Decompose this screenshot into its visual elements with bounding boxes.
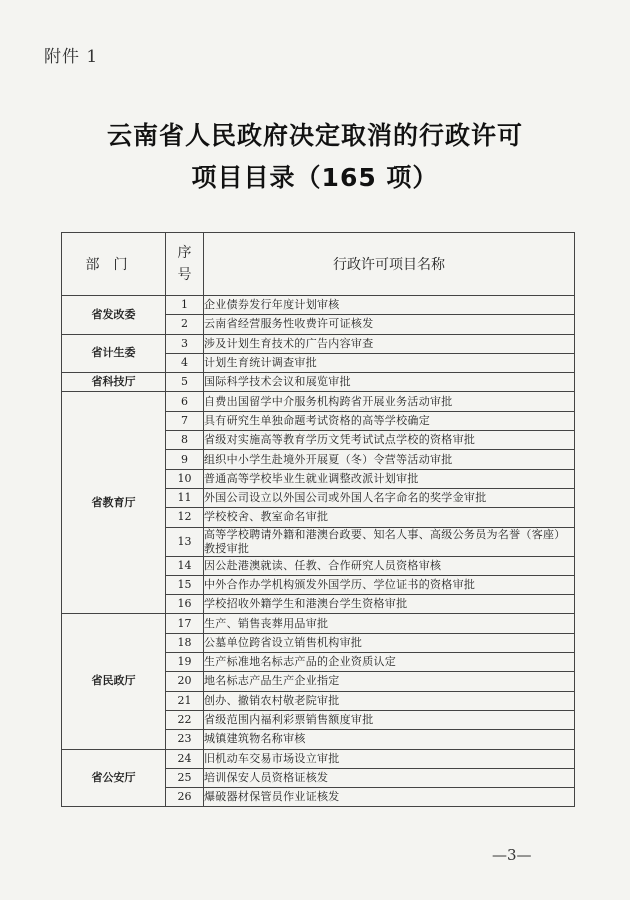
table-body <box>62 296 575 807</box>
table-row <box>62 392 575 411</box>
sequence-cell: 6 <box>166 392 204 411</box>
sequence-cell: 18 <box>166 633 204 652</box>
sequence-cell: 17 <box>166 614 204 633</box>
item-name-cell: 高等学校聘请外籍和港澳台政要、知名人事、高级公务员为名誉（客座）教授审批 <box>204 527 575 556</box>
sequence-cell: 23 <box>166 730 204 749</box>
sequence-cell: 20 <box>166 672 204 691</box>
sequence-cell: 13 <box>166 527 204 556</box>
attachment-label: 附件 1 <box>44 47 99 67</box>
department-cell: 省科技厅 <box>62 373 166 392</box>
sequence-cell: 15 <box>166 575 204 594</box>
item-name-cell: 企业债券发行年度计划审核 <box>204 296 575 315</box>
header-sequence <box>166 233 204 296</box>
item-name-cell: 涉及计划生育技术的广告内容审查 <box>204 334 575 353</box>
item-name-cell: 云南省经营服务性收费许可证核发 <box>204 315 575 334</box>
item-name-cell: 国际科学技术会议和展览审批 <box>204 373 575 392</box>
item-name-cell: 学校招收外籍学生和港澳台学生资格审批 <box>204 595 575 614</box>
header-department: 部门 <box>62 233 166 296</box>
sequence-cell: 4 <box>166 353 204 372</box>
sequence-cell: 10 <box>166 469 204 488</box>
sequence-cell: 22 <box>166 710 204 729</box>
sequence-cell: 7 <box>166 411 204 430</box>
item-name-cell: 生产、销售丧葬用品审批 <box>204 614 575 633</box>
department-cell: 省公安厅 <box>62 749 166 807</box>
sequence-cell: 12 <box>166 508 204 527</box>
sequence-cell: 9 <box>166 450 204 469</box>
item-name-cell: 创办、撤销农村敬老院审批 <box>204 691 575 710</box>
header-item-name: 行政许可项目名称 <box>204 233 575 296</box>
item-name-cell: 自费出国留学中介服务机构跨省开展业务活动审批 <box>204 392 575 411</box>
document-title-line-1: 云南省人民政府决定取消的行政许可 <box>106 121 523 150</box>
header-sequence-part-2: 号 <box>177 267 192 283</box>
item-name-cell: 旧机动车交易市场设立审批 <box>204 749 575 768</box>
sequence-cell: 8 <box>166 431 204 450</box>
license-items-table <box>61 232 575 807</box>
item-name-cell: 城镇建筑物名称审核 <box>204 730 575 749</box>
sequence-cell: 16 <box>166 595 204 614</box>
sequence-cell: 24 <box>166 749 204 768</box>
item-name-cell: 培训保安人员资格证核发 <box>204 768 575 787</box>
item-name-cell: 组织中小学生赴境外开展夏（冬）令营等活动审批 <box>204 450 575 469</box>
header-sequence-part-1: 序 <box>177 245 192 261</box>
table-header-row <box>62 233 575 296</box>
sequence-cell: 1 <box>166 296 204 315</box>
department-cell: 省发改委 <box>62 296 166 335</box>
sequence-cell: 11 <box>166 488 204 507</box>
item-name-cell: 省级对实施高等教育学历文凭考试试点学校的资格审批 <box>204 431 575 450</box>
item-name-cell: 具有研究生单独命题考试资格的高等学校确定 <box>204 411 575 430</box>
item-name-cell: 省级范围内福利彩票销售额度审批 <box>204 710 575 729</box>
sequence-cell: 21 <box>166 691 204 710</box>
item-name-cell: 普通高等学校毕业生就业调整改派计划审批 <box>204 469 575 488</box>
sequence-cell: 14 <box>166 556 204 575</box>
item-name-cell: 计划生育统计调查审批 <box>204 353 575 372</box>
item-name-cell: 地名标志产品生产企业指定 <box>204 672 575 691</box>
table-row <box>62 296 575 315</box>
sequence-cell: 3 <box>166 334 204 353</box>
table-row <box>62 614 575 633</box>
table-row <box>62 334 575 353</box>
item-name-cell: 学校校舍、教室命名审批 <box>204 508 575 527</box>
item-name-cell: 中外合作办学机构颁发外国学历、学位证书的资格审批 <box>204 575 575 594</box>
table-row <box>62 373 575 392</box>
item-name-cell: 外国公司设立以外国公司或外国人名字命名的奖学金审批 <box>204 488 575 507</box>
sequence-cell: 26 <box>166 788 204 807</box>
department-cell: 省民政厅 <box>62 614 166 749</box>
table-row <box>62 749 575 768</box>
sequence-cell: 25 <box>166 768 204 787</box>
item-name-cell: 因公赴港澳就读、任教、合作研究人员资格审核 <box>204 556 575 575</box>
sequence-cell: 19 <box>166 653 204 672</box>
sequence-cell: 2 <box>166 315 204 334</box>
document-title-line-2: 项目目录（165 项） <box>191 163 439 192</box>
sequence-cell: 5 <box>166 373 204 392</box>
item-name-cell: 公墓单位跨省设立销售机构审批 <box>204 633 575 652</box>
department-cell: 省教育厅 <box>62 392 166 614</box>
item-name-cell: 生产标准地名标志产品的企业资质认定 <box>204 653 575 672</box>
page-number: —3— <box>492 846 532 864</box>
item-name-cell: 爆破器材保管员作业证核发 <box>204 788 575 807</box>
department-cell: 省计生委 <box>62 334 166 373</box>
